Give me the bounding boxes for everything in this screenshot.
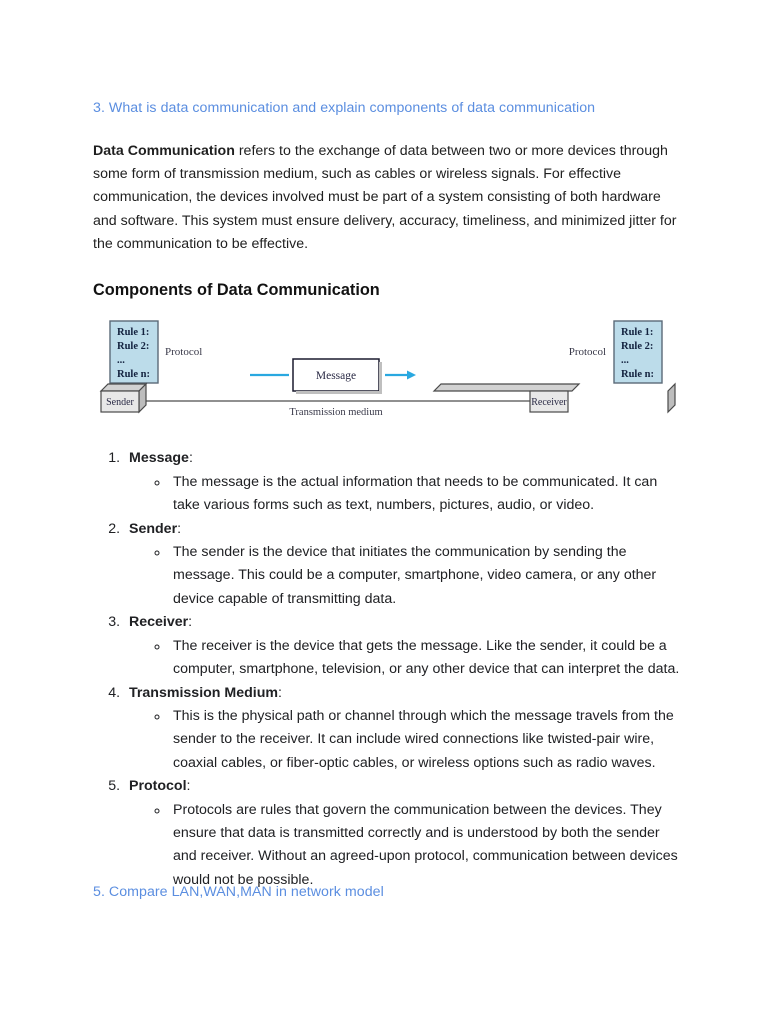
component-detail-list [129, 635, 680, 682]
intro-lead-bold: Data Communication [93, 142, 235, 159]
list-item [124, 518, 680, 612]
diagram-svg [93, 313, 680, 425]
component-colon: : [188, 450, 193, 467]
list-item [124, 775, 680, 892]
rules-box-right [614, 321, 662, 383]
list-item [124, 611, 680, 681]
rule-left-3: Rule n: [117, 369, 150, 381]
intro-paragraph [93, 140, 680, 257]
components-list [93, 447, 680, 892]
transmission-medium-label: Transmission medium [289, 407, 383, 419]
rules-box-left [110, 321, 158, 383]
message-box [293, 359, 382, 394]
component-colon: : [177, 520, 182, 537]
list-item: ◦ The message is the actual information that needs to be communicated. It can take various forms such as text, numbers, pictures, audio, or video. [169, 471, 680, 518]
receiver-device [434, 384, 675, 412]
component-colon: : [188, 614, 193, 631]
sender-device [101, 384, 146, 412]
list-item: ◦ The receiver is the device that gets the message. Like the sender, it could be a computer, smartphone, television, or any other device that can interpret the data. [169, 635, 680, 682]
rule-left-2: ... [117, 355, 125, 367]
list-item: ◦ Protocols are rules that govern the communication between the devices. They ensure that data is transmitted correctly and is understood by both the sender and receiver. Without an agreed-upon protocol, communication between devices would not be possible. [169, 799, 680, 893]
intro-rest: refers to the exchange of data between two or more devices through some form of transmission medium, such as cables or wireless signals. For effective communication, the devices involved must be part of a system consisting of both hardware and software. This system must ensure delivery, accuracy, timeliness, and minimized jitter for the communication to be effective. [93, 142, 677, 253]
component-term: Protocol [129, 778, 187, 795]
component-detail-list [129, 541, 680, 611]
list-item [124, 682, 680, 776]
message-label: Message [315, 370, 357, 383]
component-term: Sender [129, 520, 178, 537]
question-heading: 3. What is data communication and explain components of data communication [93, 100, 596, 116]
list-item [124, 447, 680, 517]
component-term: Receiver [129, 614, 189, 631]
component-detail-list [129, 799, 680, 893]
list-item: ◦ The sender is the device that initiates the communication by sending the message. This could be a computer, smartphone, video camera, or any other device capable of transmitting data. [169, 541, 680, 611]
component-detail-list [129, 471, 680, 518]
rule-right-3: Rule n: [621, 369, 654, 381]
bottom-question-heading: 5. Compare LAN,WAN,MAN in network model [93, 884, 384, 900]
sender-label: Sender [106, 397, 134, 409]
section-heading: Components of Data Communication [93, 280, 380, 299]
component-colon: : [186, 778, 191, 795]
component-detail-list [129, 705, 680, 775]
list-item: ◦ This is the physical path or channel through which the message travels from the sender to the receiver. It can include wired connections like twisted-pair wire, coaxial cables, or fiber-optic cables, or wireless options such as radio waves. [169, 705, 680, 775]
rule-right-1: Rule 2: [621, 341, 654, 353]
rule-left-1: Rule 2: [117, 341, 150, 353]
component-term: Transmission Medium [129, 684, 279, 701]
rule-right-0: Rule 1: [621, 327, 654, 339]
receiver-label: Receiver [531, 397, 567, 409]
data-communication-diagram [93, 313, 680, 425]
rule-left-0: Rule 1: [117, 327, 150, 339]
rule-right-2: ... [621, 355, 629, 367]
protocol-label-left: Protocol [165, 346, 203, 359]
protocol-label-right: Protocol [568, 346, 606, 359]
component-term: Message [129, 450, 189, 467]
arrow-out [385, 371, 416, 380]
component-colon: : [278, 684, 282, 701]
